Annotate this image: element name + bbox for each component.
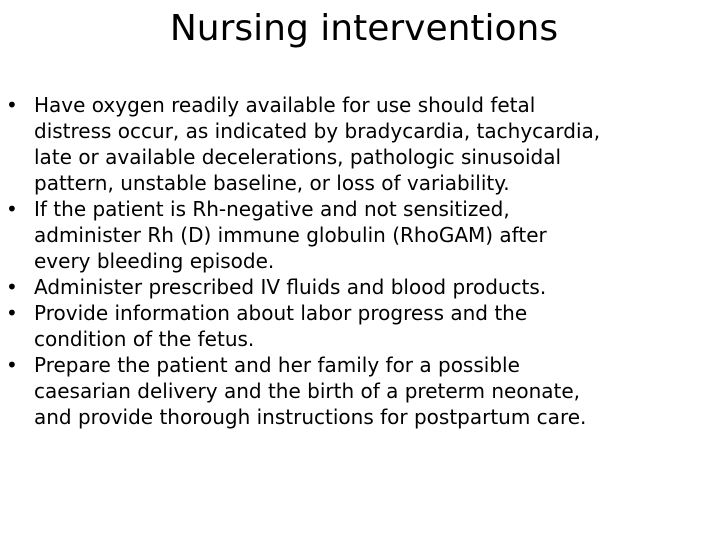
bullet-line: If the patient is Rh-negative and not sensitized, (34, 197, 510, 221)
bullet-dot-icon: • (6, 275, 18, 299)
bullet-item-caesarian-prep (6, 352, 724, 430)
bullet-line: distress occur, as indicated by bradycardia, tachycardia, (34, 119, 601, 143)
slide-title: Nursing interventions (169, 8, 559, 49)
bullet-line: pattern, unstable baseline, or loss of variability. (34, 171, 510, 195)
bullet-line: Provide information about labor progress and the (34, 301, 528, 325)
bullet-line: Have oxygen readily available for use should fetal (34, 93, 536, 117)
bullet-item-labor-info (6, 300, 724, 352)
bullet-dot-icon: • (6, 353, 18, 377)
bullet-dot-icon: • (6, 197, 18, 221)
bullet-item-rhogam (6, 196, 724, 274)
bullet-line: Administer prescribed IV fluids and blood products. (34, 275, 547, 299)
bullet-item-oxygen (6, 92, 724, 196)
bullet-dot-icon: • (6, 93, 18, 117)
bullet-line: caesarian delivery and the birth of a preterm neonate, (34, 379, 581, 403)
bullet-line: administer Rh (D) immune globulin (RhoGAM) after (34, 223, 547, 247)
bullet-line: Prepare the patient and her family for a possible (34, 353, 520, 377)
bullet-item-iv-fluids (6, 274, 724, 300)
bullet-list (6, 92, 724, 430)
bullet-line: condition of the fetus. (34, 327, 255, 351)
bullet-dot-icon: • (6, 301, 18, 325)
bullet-line: and provide thorough instructions for postpartum care. (34, 405, 587, 429)
bullet-line: every bleeding episode. (34, 249, 275, 273)
bullet-line: late or available decelerations, pathologic sinusoidal (34, 145, 562, 169)
